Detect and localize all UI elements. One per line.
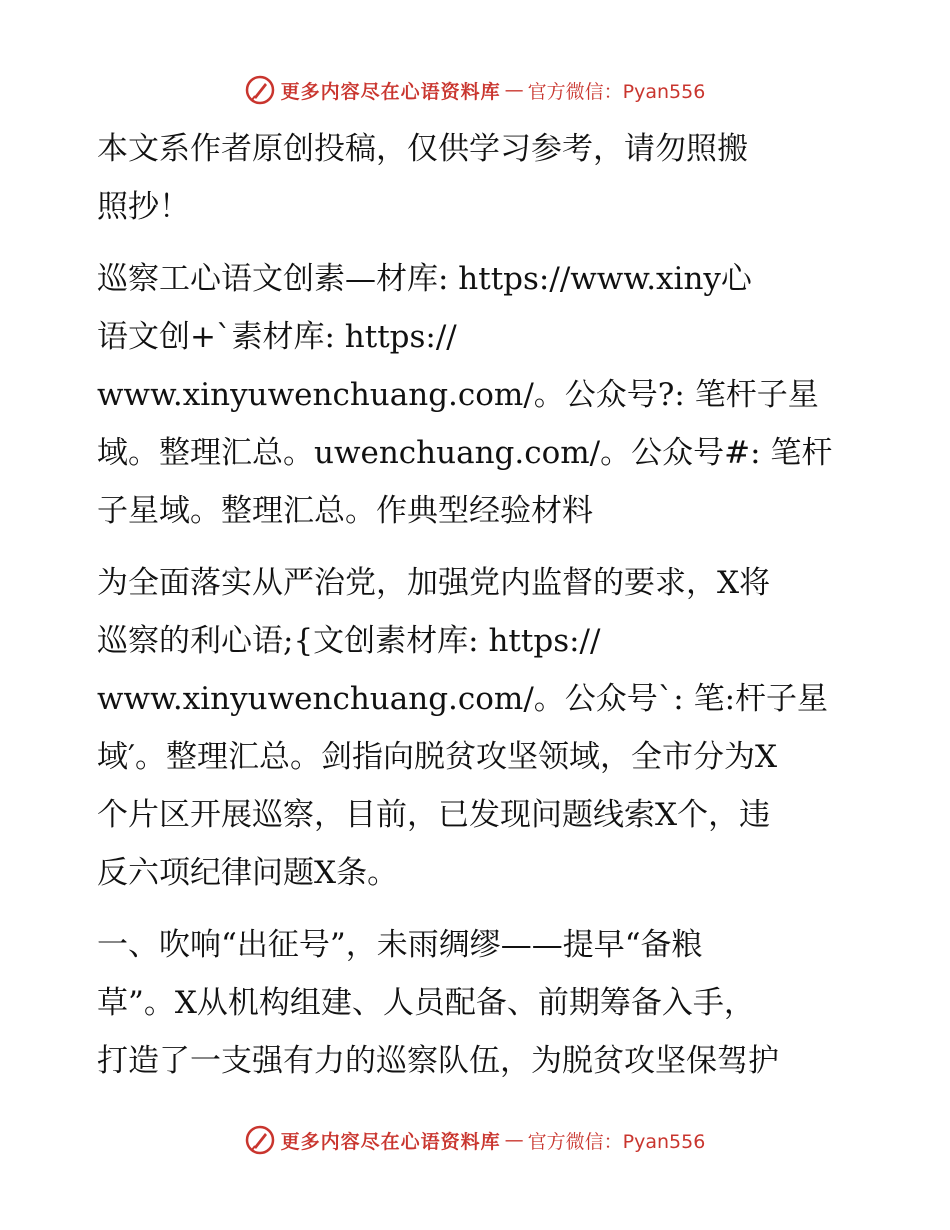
footer-banner-text: 更多内容尽在心语资料库 <box>280 1130 501 1153</box>
paragraph-intro: 为全面落实从严治党，加强党内监督的要求，X将 巡察的利心语;{文创素材库: https:// www.xinyuwenchuang.com/。公众号`: 笔:杆子星 域′。整理汇总。剑指向脱贫攻坚领域，全市分为X 个片区开展巡察，目前，已发现问题线索X个，违 反六项纪律问题X条。 <box>97 565 829 891</box>
footer-banner <box>0 1120 950 1160</box>
footer-banner-wechat: 官方微信：Pyan556 <box>527 1130 706 1153</box>
paragraph-disclaimer: 本文系作者原创投稿，仅供学习参考，请勿照搬 照抄！ <box>97 131 748 225</box>
header-banner <box>0 70 950 110</box>
paragraph-source-info: 巡察工心语文创素—材库: https://www.xiny心 语文创+`素材库: https:// www.xinyuwenchuang.com/。公众号?: 笔杆子星 域。整理汇总。uwenchuang.com/。公众号#: 笔杆 子星域。整理汇总。作典型经验材料 <box>97 261 833 529</box>
footer-banner-separator: — <box>504 1129 524 1151</box>
paragraph-section-one: 一、吹响“出征号”，未雨绸缪——提早“备粮 草”。X从机构组建、人员配备、前期筹备入手， 打造了一支强有力的巡察队伍，为脱贫攻坚保驾护 <box>97 927 779 1079</box>
header-banner-wechat: 官方微信：Pyan556 <box>527 80 706 103</box>
document-body <box>97 120 857 1104</box>
feather-pen-logo-icon <box>245 1125 275 1155</box>
feather-pen-logo-icon <box>245 75 275 105</box>
header-banner-text: 更多内容尽在心语资料库 <box>280 80 501 103</box>
header-banner-separator: — <box>504 79 524 101</box>
